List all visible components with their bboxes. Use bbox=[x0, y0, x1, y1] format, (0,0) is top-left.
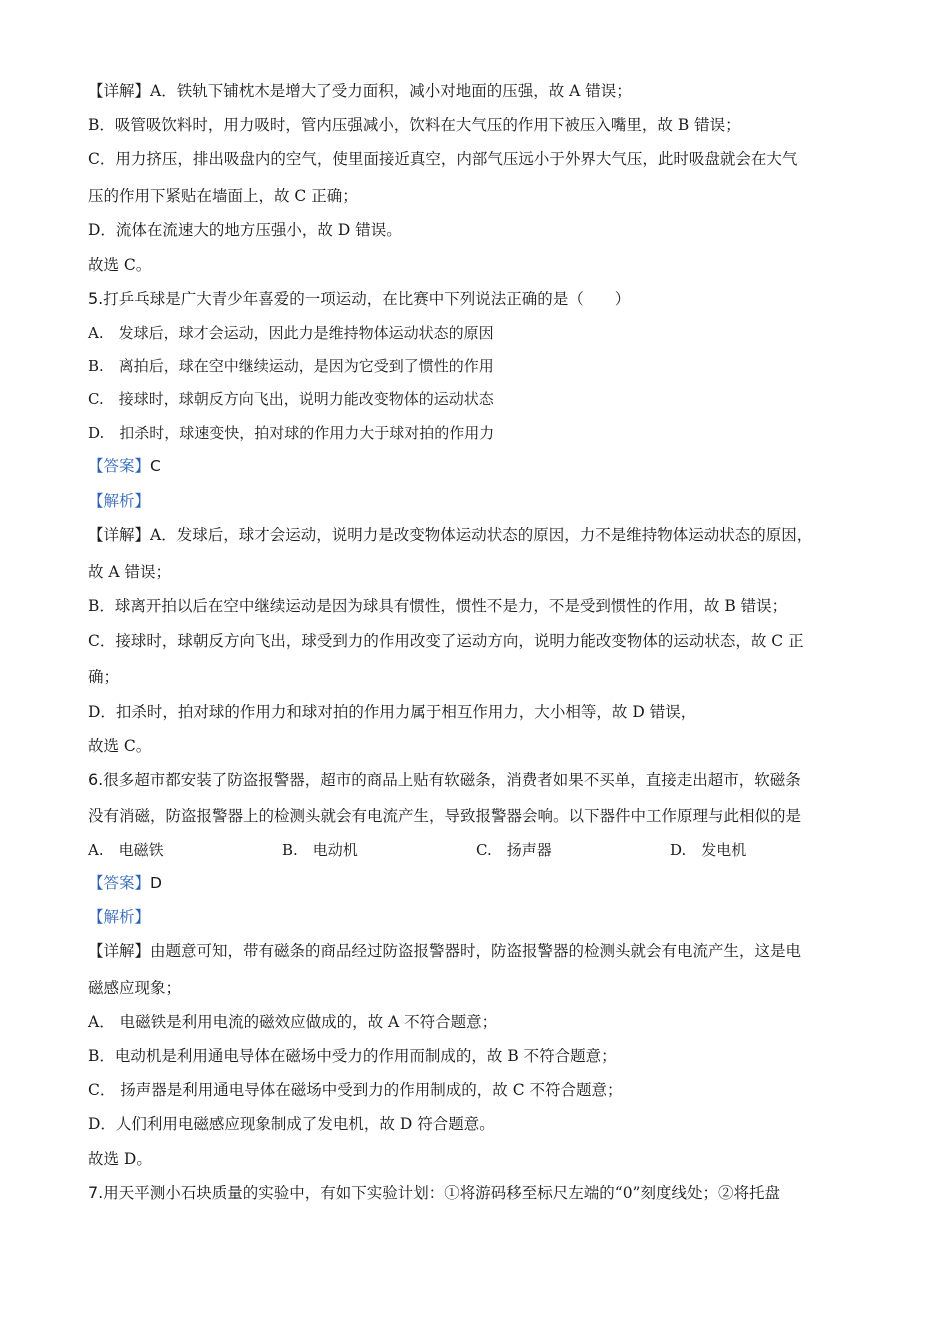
prev-detail-b: B．吸管吸饮料时，用力吸时，管内压强减小，饮料在大气压的作用下被压入嘴里，故 B 错误； bbox=[88, 116, 741, 134]
q7-stem-line1 bbox=[88, 1182, 890, 1204]
q5-option-c: C. 接球时，球朝反方向飞出，说明力能改变物体的运动状态 bbox=[88, 390, 494, 408]
q6-options-row bbox=[88, 839, 888, 861]
q5-answer bbox=[88, 455, 890, 477]
prev-detail-c-line1: C．用力挤压，排出吸盘内的空气，使里面接近真空，内部气压远小于外界大气压，此时吸盘就会在大气 bbox=[88, 150, 798, 168]
q5-detail-a-line1: 【详解】A．发球后，球才会运动，说明力是改变物体运动状态的原因，力不是维持物体运动状态的原因， bbox=[88, 526, 813, 544]
q6-option-b: B. 电动机 bbox=[282, 841, 358, 859]
q6-stem-line2: 没有消磁，防盗报警器上的检测头就会有电流产生，导致报警器会响。以下器件中工作原理与此相似的是 bbox=[88, 807, 802, 825]
q6-option-a: A. 电磁铁 bbox=[88, 841, 164, 859]
q6-detail-d: D．人们利用电磁感应现象制成了发电机，故 D 符合题意。 bbox=[88, 1115, 495, 1133]
q5-option-a: A. 发球后，球才会运动，因此力是维持物体运动状态的原因 bbox=[88, 324, 494, 342]
q5-detail-d: D．扣杀时，拍对球的作用力和球对拍的作用力属于相互作用力，大小相等，故 D 错误， bbox=[88, 703, 697, 721]
q5-detail-c-line2: 确； bbox=[88, 668, 120, 686]
q7-stem-text1: 用天平测小石块质量的实验中，有如下实验计划：①将游码移至标尺左端的“0”刻度线处；②将托盘 bbox=[103, 1184, 780, 1202]
q5-analysis-label: 【解析】 bbox=[88, 492, 151, 510]
q5-detail-a-line2: 故 A 错误； bbox=[88, 563, 172, 581]
q6-conclusion: 故选 D。 bbox=[88, 1150, 152, 1168]
q6-detail-c: C． 扬声器是利用通电导体在磁场中受到力的作用制成的，故 C 不符合题意； bbox=[88, 1081, 623, 1099]
q6-analysis-label: 【解析】 bbox=[88, 908, 151, 926]
q6-option-c: C. 扬声器 bbox=[476, 841, 552, 859]
q7-number: 7. bbox=[88, 1183, 104, 1202]
q6-option-d: D. 发电机 bbox=[670, 841, 747, 859]
q6-stem-line1 bbox=[88, 769, 890, 791]
q6-answer bbox=[88, 872, 890, 894]
q5-conclusion: 故选 C。 bbox=[88, 737, 152, 755]
q6-detail-line2: 磁感应现象； bbox=[88, 979, 182, 997]
q5-detail-b: B．球离开拍以后在空中继续运动是因为球具有惯性，惯性不是力，不是受到惯性的作用，故 B 错误； bbox=[88, 597, 788, 615]
q6-answer-label: 【答案】 bbox=[88, 874, 151, 892]
q5-stem-text: 打乒乓球是广大青少年喜爱的一项运动，在比赛中下列说法正确的是（ ） bbox=[103, 290, 631, 308]
q6-detail-line1: 【详解】由题意可知，带有磁条的商品经过防盗报警器时，防盗报警器的检测头就会有电流产生，这是电 bbox=[88, 942, 802, 960]
q6-detail-b: B．电动机是利用通电导体在磁场中受力的作用而制成的，故 B 不符合题意； bbox=[88, 1047, 617, 1065]
q5-detail-c-line1: C．接球时，球朝反方向飞出，球受到力的作用改变了运动方向，说明力能改变物体的运动状态，故 C 正 bbox=[88, 632, 804, 650]
q6-detail-a: A． 电磁铁是利用电流的磁效应做成的，故 A 不符合题意； bbox=[88, 1013, 498, 1031]
q5-option-d: D. 扣杀时，球速变快，拍对球的作用力大于球对拍的作用力 bbox=[88, 424, 495, 442]
prev-conclusion: 故选 C。 bbox=[88, 256, 152, 274]
q5-option-b: B. 离拍后，球在空中继续运动，是因为它受到了惯性的作用 bbox=[88, 357, 494, 375]
prev-detail-d: D．流体在流速大的地方压强小，故 D 错误。 bbox=[88, 221, 402, 239]
q6-stem-text1: 很多超市都安装了防盗报警器，超市的商品上贴有软磁条，消费者如果不买单，直接走出超市，软磁条 bbox=[103, 771, 801, 789]
prev-detail-c-line2: 压的作用下紧贴在墙面上，故 C 正确； bbox=[88, 187, 358, 205]
q5-answer-label: 【答案】 bbox=[88, 457, 151, 475]
q5-stem bbox=[88, 288, 890, 310]
q5-answer-value: C bbox=[150, 457, 161, 475]
prev-detail-a: 【详解】A．铁轨下铺枕木是增大了受力面积，减小对地面的压强，故 A 错误； bbox=[88, 82, 632, 100]
q5-number: 5. bbox=[88, 289, 104, 308]
q6-answer-value: D bbox=[150, 874, 162, 892]
q6-number: 6. bbox=[88, 770, 104, 789]
